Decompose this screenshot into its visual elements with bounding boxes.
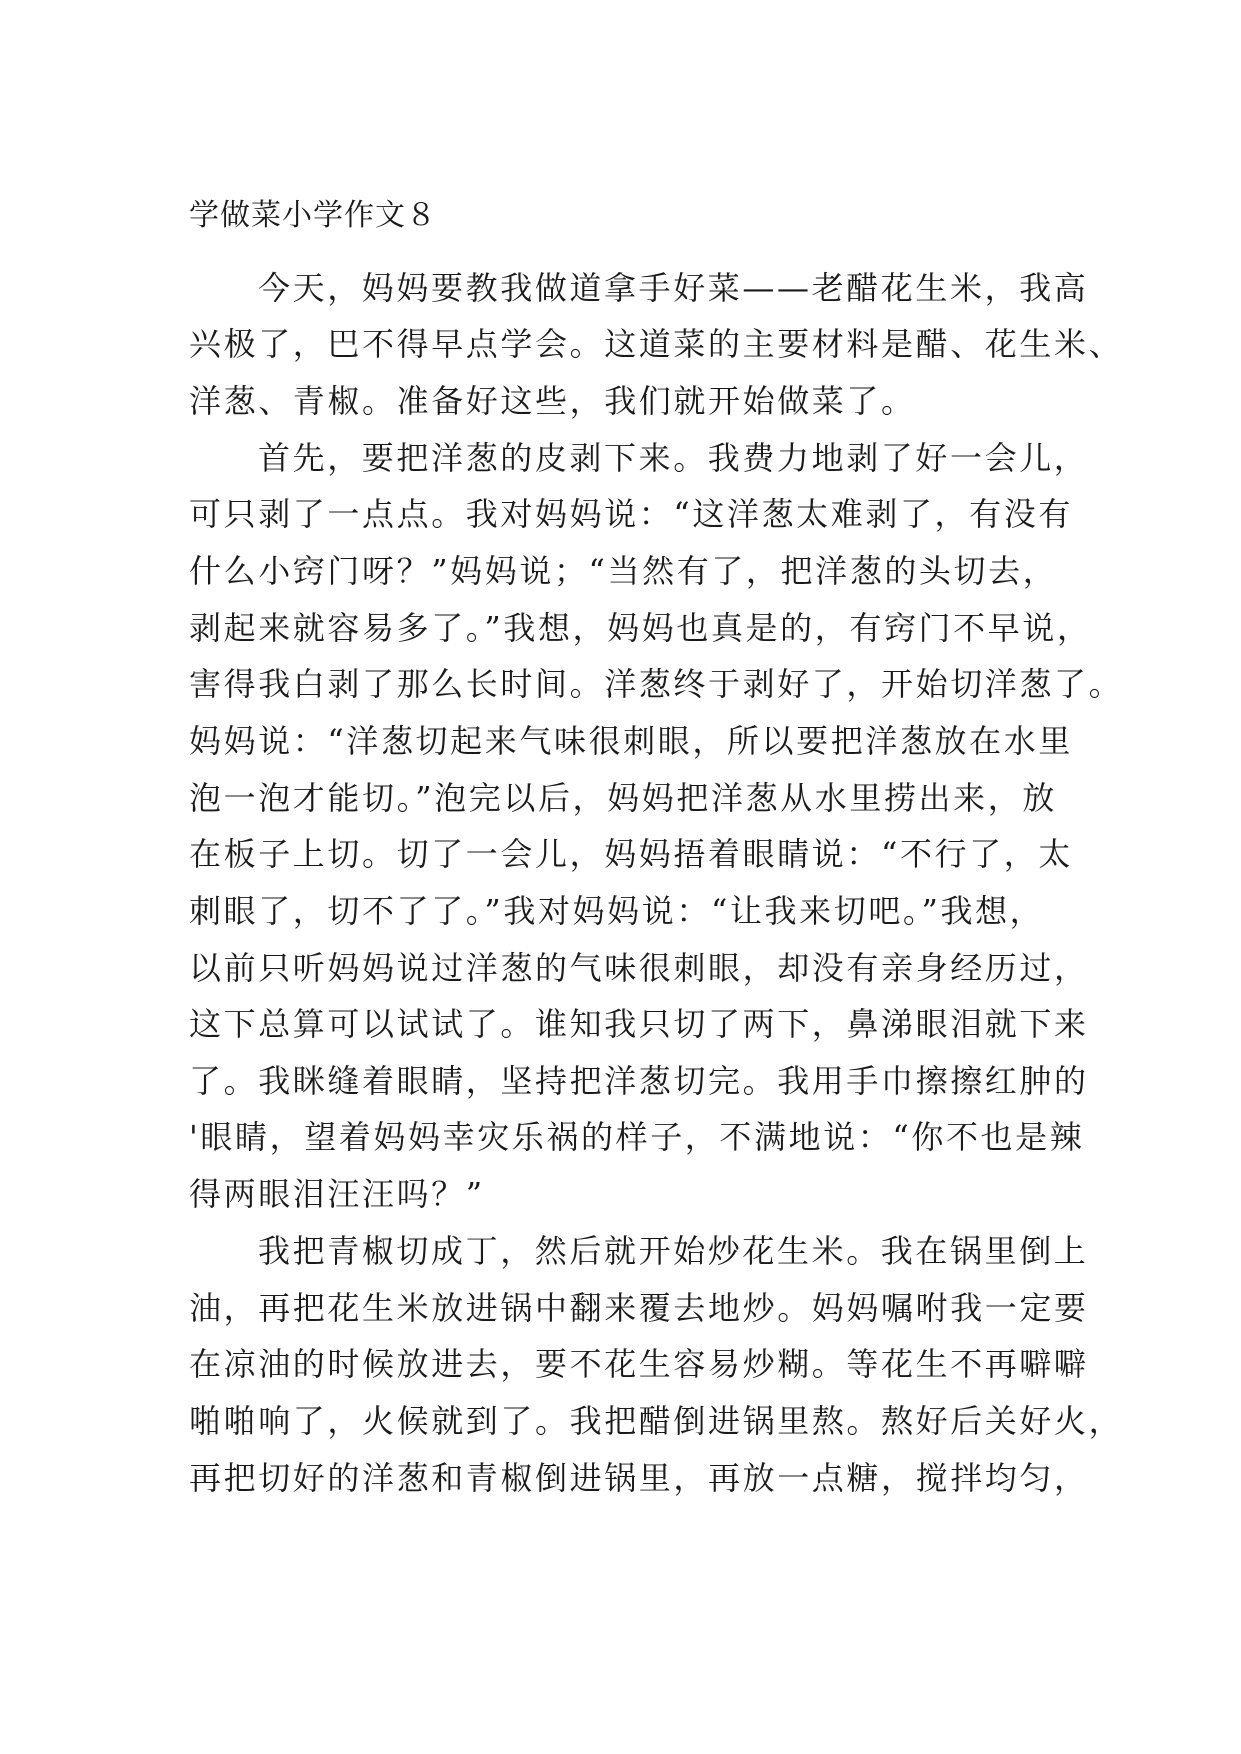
paragraph-1-line-3: 洋葱、青椒。准备好这些，我们就开始做菜了。 [189, 382, 916, 420]
paragraph-2-line-9: 刺眼了，切不了了。”我对妈妈说：“让我来切吧。”我想， [189, 892, 1045, 930]
paragraph-2-line-5: 害得我白剥了那么长时间。洋葱终于剥好了，开始切洋葱了。 [189, 665, 1124, 703]
paragraph-2-line-3: 什么小窍门呀？”妈妈说；“当然有了，把洋葱的头切去， [189, 552, 1058, 590]
paragraph-2-line-14: 得两眼泪汪汪吗？” [189, 1175, 485, 1213]
paragraph-1-line-2: 兴极了，巴不得早点学会。这道菜的主要材料是醋、花生米、 [189, 325, 1124, 363]
paragraph-2-line-4: 剥起来就容易多了。”我想，妈妈也真是的，有窍门不早说， [189, 609, 1092, 647]
paragraph-3-line-1: 我把青椒切成丁，然后就开始炒花生米。我在锅里倒上 [258, 1232, 1089, 1270]
paragraph-2-line-7: 泡一泡才能切。”泡完以后，妈妈把洋葱从水里捞出来，放 [189, 779, 1057, 817]
paragraph-3-line-3: 在凉油的时候放进去，要不花生容易炒糊。等花生不再噼噼 [189, 1345, 1089, 1383]
essay-title: 学做菜小学作文８ [189, 198, 437, 233]
paragraph-3-line-5: 再把切好的洋葱和青椒倒进锅里，再放一点糖，搅拌均匀， [189, 1459, 1089, 1497]
paragraph-2-line-1: 首先，要把洋葱的皮剥下来。我费力地剥了好一会儿， [258, 439, 1089, 477]
paragraph-2-line-13: '眼睛，望着妈妈幸灾乐祸的样子，不满地说：“你不也是辣 [189, 1118, 1085, 1156]
paragraph-2-line-11: 这下总算可以试试了。谁知我只切了两下，鼻涕眼泪就下来 [189, 1005, 1089, 1043]
paragraph-1-line-1: 今天，妈妈要教我做道拿手好菜——老醋花生米，我高 [258, 269, 1089, 307]
paragraph-2-line-8: 在板子上切。切了一会儿，妈妈捂着眼睛说：“不行了，太 [189, 835, 1073, 873]
paragraph-2-line-6: 妈妈说：“洋葱切起来气味很刺眼，所以要把洋葱放在水里 [189, 722, 1073, 760]
paragraph-3-line-2: 油，再把花生米放进锅中翻来覆去地炒。妈妈嘱咐我一定要 [189, 1289, 1089, 1327]
paragraph-2-line-2: 可只剥了一点点。我对妈妈说：“这洋葱太难剥了，有没有 [189, 495, 1073, 533]
paragraph-3-line-4: 啪啪响了，火候就到了。我把醋倒进锅里熬。熬好后关好火， [189, 1402, 1124, 1440]
paragraph-2-line-10: 以前只听妈妈说过洋葱的气味很刺眼，却没有亲身经历过， [189, 949, 1089, 987]
paragraph-2-line-12: 了。我眯缝着眼睛，坚持把洋葱切完。我用手巾擦擦红肿的 [189, 1062, 1089, 1100]
